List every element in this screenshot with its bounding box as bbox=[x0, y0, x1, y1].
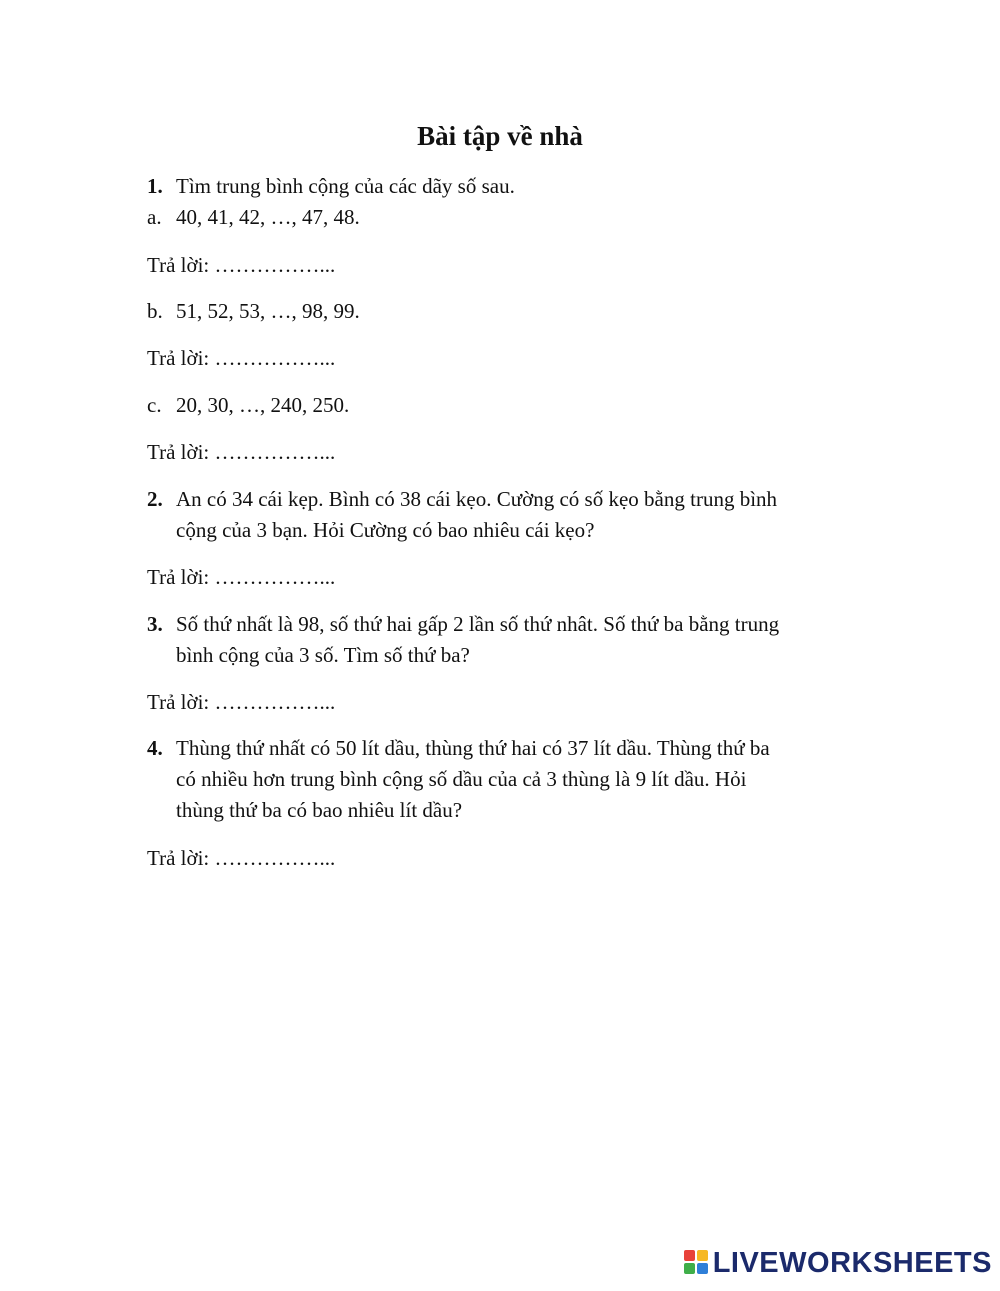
answer-label: Trả lời: bbox=[147, 690, 210, 714]
answer-blank-4[interactable]: ……………... bbox=[214, 846, 336, 870]
answer-blank-2[interactable]: ……………... bbox=[214, 565, 336, 589]
logo-mark-yellow bbox=[697, 1250, 708, 1261]
answer-2 bbox=[147, 562, 335, 593]
part-b-text: 51, 52, 53, …, 98, 99. bbox=[176, 299, 360, 323]
part-a-letter: a. bbox=[147, 205, 162, 229]
logo-mark-blue bbox=[697, 1263, 708, 1274]
answer-4 bbox=[147, 843, 335, 874]
logo-mark-red bbox=[684, 1250, 695, 1261]
answer-blank-3[interactable]: ……………... bbox=[214, 690, 336, 714]
answer-label: Trả lời: bbox=[147, 846, 210, 870]
answer-1a bbox=[147, 250, 335, 281]
answer-blank-1c[interactable]: ……………... bbox=[214, 440, 336, 464]
answer-label: Trả lời: bbox=[147, 253, 210, 277]
question-3-line-1: Số thứ nhất là 98, số thứ hai gấp 2 lần số thứ nhât. Số thứ ba bằng trung bbox=[176, 612, 780, 636]
part-a-text: 40, 41, 42, …, 47, 48. bbox=[176, 205, 360, 229]
logo-mark-green bbox=[684, 1263, 695, 1274]
question-4-line-3: thùng thứ ba có bao nhiêu lít dầu? bbox=[176, 798, 463, 822]
part-c-letter: c. bbox=[147, 393, 162, 417]
question-4-line-2: có nhiều hơn trung bình cộng số dầu của cả 3 thùng là 9 lít dầu. Hỏi bbox=[176, 767, 747, 791]
question-3-number: 3. bbox=[147, 612, 163, 636]
question-4-line-1: Thùng thứ nhất có 50 lít dầu, thùng thứ hai có 37 lít dầu. Thùng thứ ba bbox=[176, 736, 770, 760]
answer-1b bbox=[147, 343, 335, 374]
answer-label: Trả lời: bbox=[147, 440, 210, 464]
logo-text: LIVEWORKSHEETS bbox=[712, 1246, 992, 1279]
page-title: Bài tập về nhà bbox=[417, 121, 583, 151]
question-2-line-1: An có 34 cái kẹp. Bình có 38 cái kẹo. Cường có số kẹo bằng trung bình bbox=[176, 487, 778, 511]
answer-label: Trả lời: bbox=[147, 565, 210, 589]
question-2-line-2: cộng của 3 bạn. Hỏi Cường có bao nhiêu cái kẹo? bbox=[176, 518, 595, 542]
part-c-text: 20, 30, …, 240, 250. bbox=[176, 393, 350, 417]
answer-blank-1a[interactable]: ……………... bbox=[214, 253, 336, 277]
part-b-letter: b. bbox=[147, 299, 163, 323]
question-4-number: 4. bbox=[147, 736, 163, 760]
question-2-number: 2. bbox=[147, 487, 163, 511]
question-1-text: Tìm trung bình cộng của các dãy số sau. bbox=[176, 174, 515, 198]
answer-1c bbox=[147, 437, 335, 468]
question-1-number: 1. bbox=[147, 174, 163, 198]
answer-label: Trả lời: bbox=[147, 346, 210, 370]
logo-mark-icon bbox=[684, 1250, 710, 1276]
answer-3 bbox=[147, 687, 335, 718]
liveworksheets-logo bbox=[684, 1245, 992, 1281]
answer-blank-1b[interactable]: ……………... bbox=[214, 346, 336, 370]
question-3-line-2: bình cộng của 3 số. Tìm số thứ ba? bbox=[176, 643, 470, 667]
